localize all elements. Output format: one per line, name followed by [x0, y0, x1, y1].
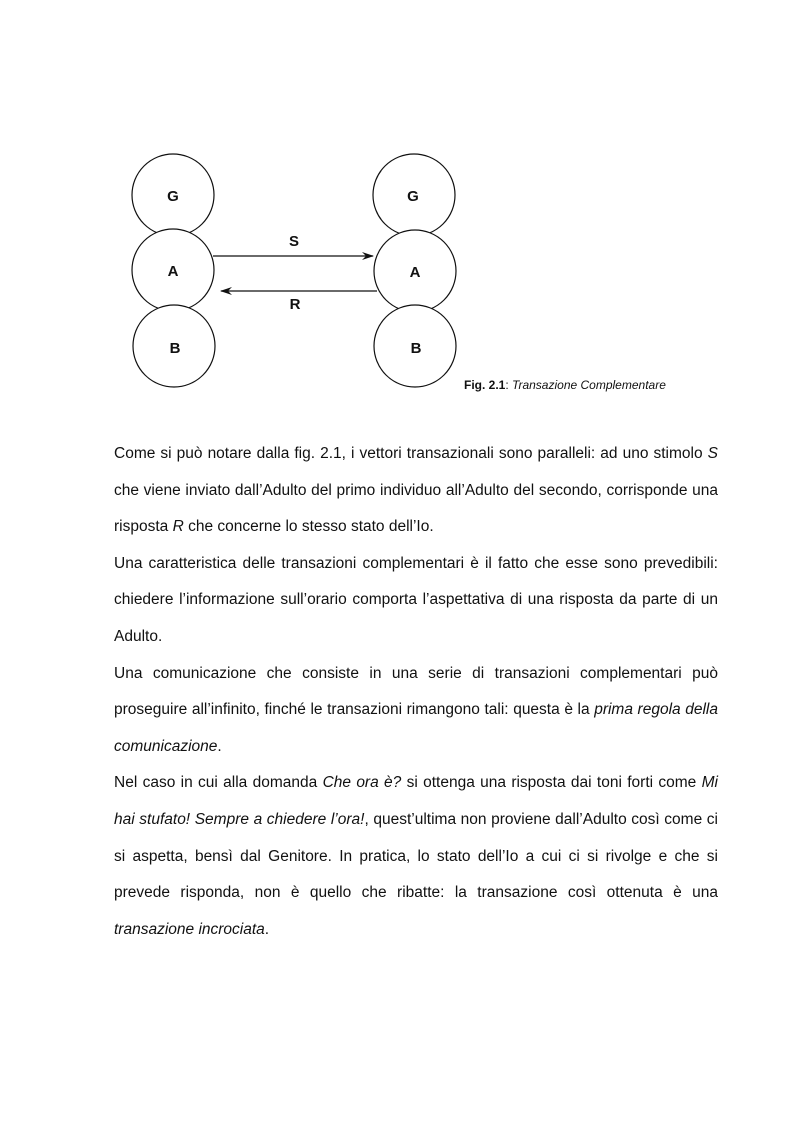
paragraph-1 — [114, 436, 718, 546]
stimulus-label: S — [288, 233, 300, 250]
p4-italic-reply: Mi hai stufato! Sempre a chiedere l’ora! — [114, 774, 718, 828]
p4-text-1: Nel caso in cui alla domanda — [114, 774, 323, 792]
right-parent-label: G — [407, 188, 419, 205]
caption-title: Transazione Complementare — [512, 378, 666, 392]
left-adult-label: A — [167, 263, 179, 280]
left-parent-label: G — [167, 188, 179, 205]
p1-text-1: Come si può notare dalla fig. 2.1, i vettori transazionali sono paralleli: ad uno stimolo — [114, 445, 708, 462]
paragraph-4 — [114, 765, 718, 948]
p3-text-2: . — [217, 737, 222, 755]
transaction-diagram — [0, 0, 793, 420]
p1-italic-response: R — [172, 518, 184, 536]
p4-text-3: , quest’ultima non proviene dall’Adulto così come ci si aspetta, bensì dal Genitore. In pratica, lo stato dell’Io a cui ci si rivolge e che si prevede risponda, non è quello che ribatte: la transazione così ottenuta è una — [114, 810, 718, 902]
p4-text-2: si ottenga una risposta dai toni forti come — [401, 774, 702, 792]
paragraph-3 — [114, 656, 718, 766]
figure-caption — [464, 378, 666, 392]
p1-text-3: che concerne lo stesso stato dell’Io. — [183, 518, 434, 536]
left-child-label: B — [169, 340, 181, 357]
body-text — [114, 436, 718, 948]
p1-text-2: che viene inviato dall’Adulto del primo individuo all’Adulto del secondo, corrisponde una risposta — [114, 481, 718, 536]
p4-italic-crossed: transazione incrociata — [114, 920, 265, 938]
p2-text-1: Una caratteristica delle transazioni complementari è il fatto che esse sono prevedibili: chiedere l’informazione sull’orario comporta l’aspettativa di una risposta da parte di un Adulto. — [114, 554, 718, 645]
paragraph-2 — [114, 546, 718, 656]
p3-text-1: Una comunicazione che consiste in una serie di transazioni complementari può proseguire all’infinito, finché le transazioni rimangono tali: questa è la — [114, 664, 718, 719]
diagram-svg — [0, 0, 793, 420]
response-label: R — [289, 296, 301, 313]
p4-text-4: . — [264, 920, 270, 938]
right-child-label: B — [410, 340, 422, 357]
right-adult-label: A — [409, 264, 421, 281]
caption-number: Fig. 2.1 — [464, 378, 506, 392]
p4-italic-question: Che ora è? — [322, 774, 402, 792]
p3-italic-rule: prima regola della comunicazione — [114, 701, 718, 755]
p1-italic-stimulus: S — [707, 445, 718, 462]
caption-separator: : — [505, 378, 513, 392]
